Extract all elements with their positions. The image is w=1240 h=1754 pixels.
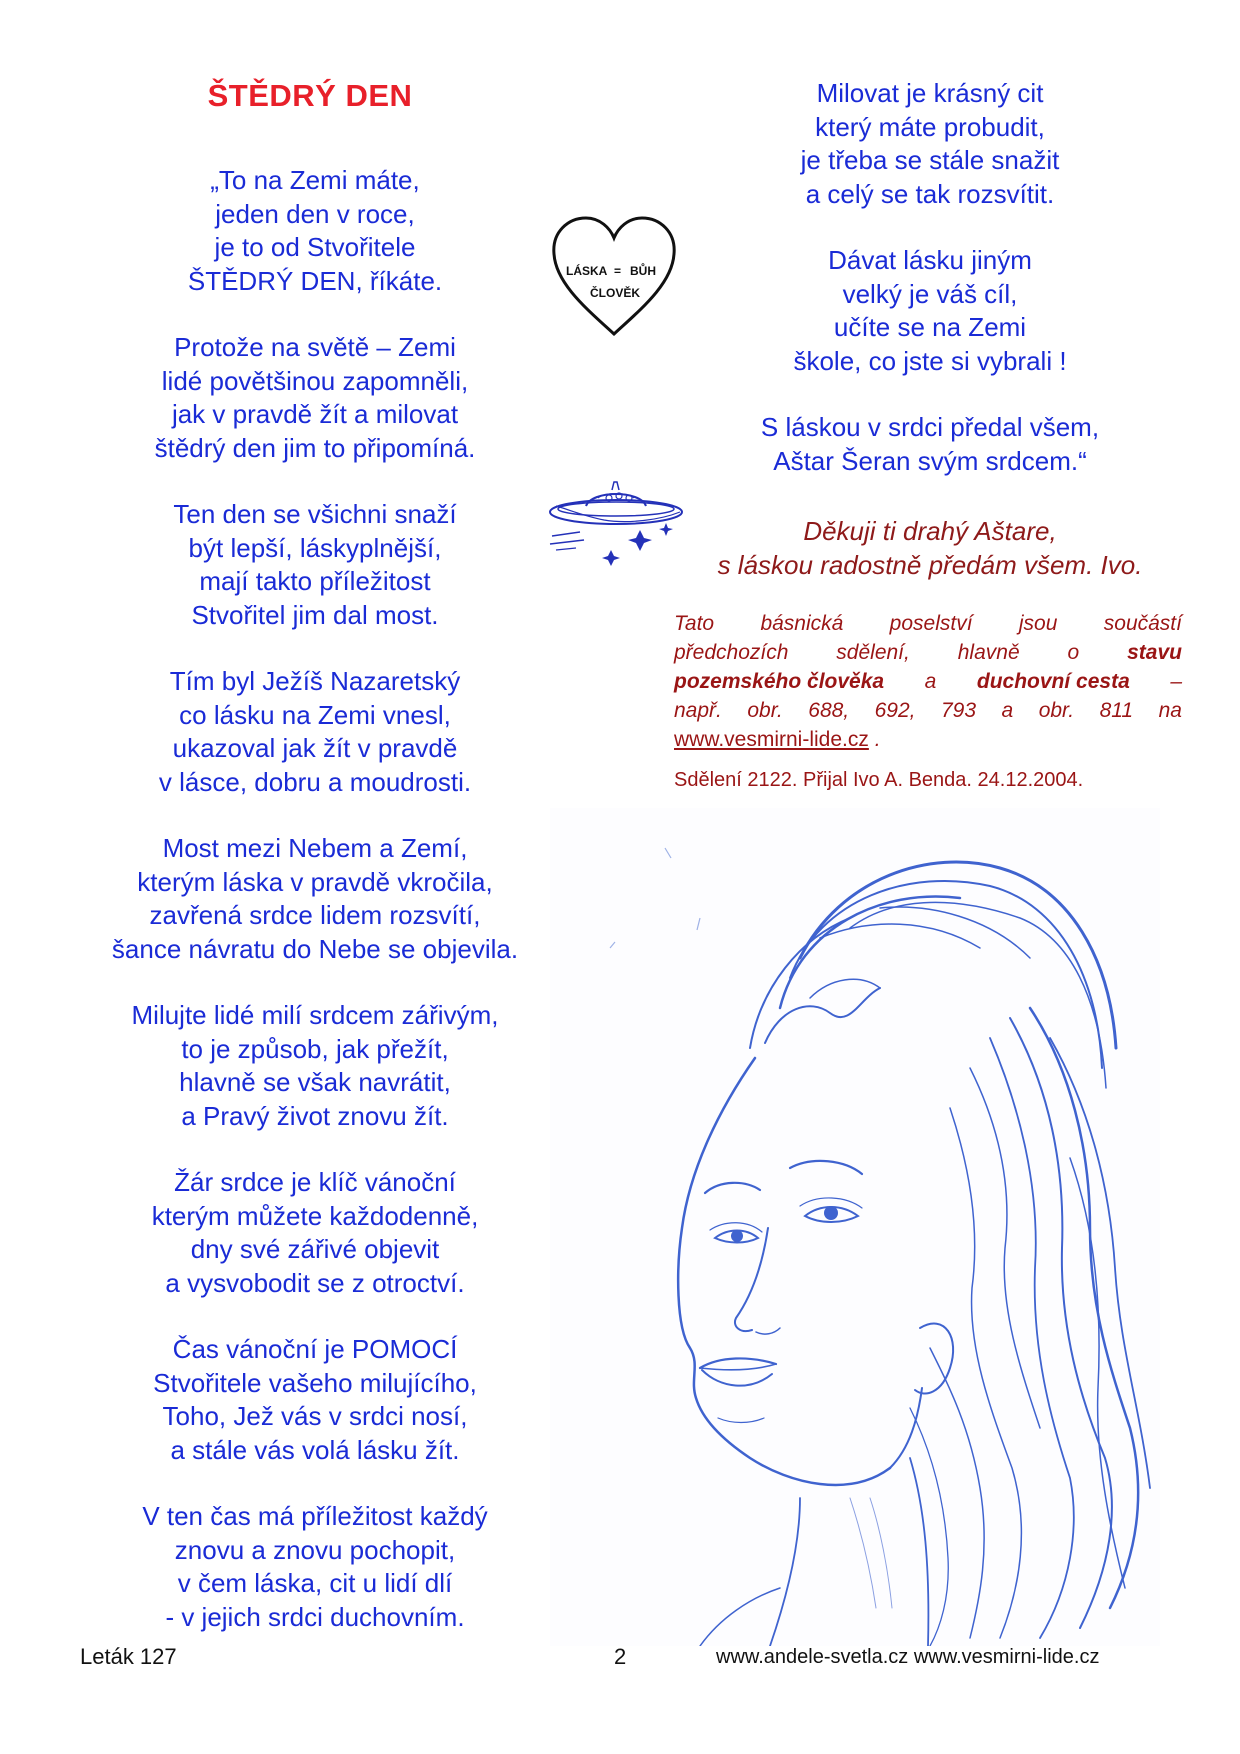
- poem-line: hlavně se však navrátit,: [179, 1067, 451, 1097]
- poem-line: Milujte lidé milí srdcem zářivým,: [131, 1000, 499, 1030]
- poem-stanza: [70, 164, 560, 298]
- poem-right-column: [690, 77, 1170, 511]
- poem-line: a vysvobodit se z otroctví.: [165, 1267, 465, 1298]
- poem-line: který máte probudit,: [815, 111, 1045, 142]
- poem-line: Čas vánoční je POMOCÍ: [172, 1334, 458, 1364]
- poem-stanza: [690, 244, 1170, 378]
- poem-line: ukazoval jak žít v pravdě: [172, 733, 458, 763]
- ufo-drawing-icon: [540, 476, 690, 586]
- poem-title: ŠTĚDRÝ DEN: [207, 78, 413, 113]
- heart-text-buh: BŮH: [630, 264, 656, 278]
- poem-stanza: [70, 1333, 560, 1467]
- poem-line: být lepší, láskyplnější,: [188, 532, 442, 563]
- message-signature: Sdělení 2122. Přijal Ivo A. Benda. 24.12.2004.: [674, 769, 1084, 791]
- heart-logo-icon: [548, 212, 680, 344]
- poem-stanza: [690, 411, 1170, 478]
- poem-line: S láskou v srdci předal všem,: [760, 412, 1100, 442]
- poem-line: velký je váš cíl,: [842, 278, 1018, 309]
- poem-line: Tím byl Ježíš Nazaretský: [169, 666, 461, 696]
- poem-line: je to od Stvořitele: [214, 232, 416, 262]
- heart-text-laska: LÁSKA: [566, 264, 608, 278]
- poem-line: a stále vás volá lásku žít.: [170, 1434, 460, 1465]
- poem-line: dny své zářivé objevit: [190, 1234, 440, 1264]
- poem-line: jak v pravdě žít a milovat: [171, 399, 459, 429]
- poem-line: kterým můžete každodenně,: [151, 1200, 479, 1231]
- woman-portrait-illustration: [550, 808, 1160, 1646]
- heart-text-clovek: ČLOVĚK: [590, 286, 641, 300]
- poem-line: znovu a znovu pochopit,: [174, 1534, 456, 1565]
- poem-line: Aštar Šeran svým srdcem.“: [773, 445, 1087, 476]
- poem-line: lidé povětšinou zapomněli,: [161, 365, 469, 396]
- note-line-4: např. obr. 688, 692, 793 a obr. 811 na: [674, 699, 1182, 722]
- poem-stanza: [70, 331, 560, 465]
- poem-line: Stvořitel jim dal most.: [191, 599, 439, 630]
- poem-line: a celý se tak rozsvítit.: [805, 178, 1055, 209]
- poem-line: Most mezi Nebem a Zemí,: [162, 833, 468, 863]
- poem-line: Milovat je krásný cit: [816, 78, 1044, 108]
- poem-line: kterým láska v pravdě vkročila,: [137, 866, 493, 897]
- poem-line: Ten den se všichni snaží: [173, 499, 457, 529]
- footer-websites: www.andele-svetla.cz www.vesmirni-lide.cz: [716, 1646, 1100, 1668]
- poem-left-column: [70, 164, 560, 1667]
- heart-text-equals: =: [614, 264, 622, 278]
- poem-line: Toho, Jež vás v srdci nosí,: [162, 1401, 468, 1431]
- note-line-3: pozemského člověka a duchovní cesta –: [674, 670, 1182, 693]
- page-number: 2: [614, 1644, 627, 1669]
- poem-line: škole, co jste si vybrali !: [793, 345, 1067, 376]
- poem-line: v lásce, dobru a moudrosti.: [158, 766, 472, 797]
- poem-line: učíte se na Zemi: [833, 312, 1027, 342]
- poem-stanza: [70, 999, 560, 1133]
- vesmirni-lide-link[interactable]: www.vesmirni-lide.cz: [674, 728, 869, 751]
- poem-line: v čem láska, cit u lidí dlí: [177, 1568, 453, 1598]
- poem-line: šance návratu do Nebe se objevila.: [111, 933, 519, 964]
- thanks-text: [670, 514, 1190, 582]
- poem-line: - v jejich srdci duchovním.: [165, 1601, 465, 1632]
- note-line-1: Tato básnická poselství jsou součástí: [674, 612, 1182, 635]
- poem-line: mají takto příležitost: [199, 566, 431, 596]
- source-note: [674, 609, 1182, 754]
- poem-line: zavřená srdce lidem rozsvítí,: [149, 900, 481, 930]
- poem-stanza: [70, 832, 560, 966]
- thanks-line: Děkuji ti drahý Aštare,: [803, 516, 1057, 546]
- poem-line: „To na Zemi máte,: [210, 165, 420, 195]
- leaflet-number: Leták 127: [80, 1644, 177, 1669]
- poem-stanza: [70, 665, 560, 799]
- poem-line: a Pravý život znovu žít.: [181, 1100, 449, 1131]
- thanks-line: s láskou radostně předám všem. Ivo.: [717, 550, 1143, 580]
- poem-line: Protože na světě – Zemi: [174, 332, 456, 362]
- poem-stanza: [70, 498, 560, 632]
- poem-line: co lásku na Zemi vnesl,: [179, 699, 451, 730]
- poem-line: štědrý den jim to připomíná.: [154, 432, 476, 463]
- poem-line: to je způsob, jak přežít,: [181, 1033, 449, 1064]
- poem-line: Žár srdce je klíč vánoční: [174, 1167, 456, 1197]
- poem-line: V ten čas má příležitost každý: [142, 1501, 488, 1531]
- note-line-2: předchozích sdělení, hlavně o stavu: [674, 641, 1182, 664]
- poem-line: Dávat lásku jiným: [828, 245, 1032, 275]
- poem-stanza: [70, 1500, 560, 1634]
- poem-line: Stvořitele vašeho milujícího,: [153, 1367, 477, 1398]
- poem-line: ŠTĚDRÝ DEN, říkáte.: [187, 265, 443, 296]
- poem-stanza: [690, 77, 1170, 211]
- poem-line: jeden den v roce,: [215, 198, 415, 229]
- note-line-5: www.vesmirni-lide.cz .: [674, 728, 881, 751]
- poem-line: je třeba se stále snažit: [800, 145, 1060, 175]
- poem-stanza: [70, 1166, 560, 1300]
